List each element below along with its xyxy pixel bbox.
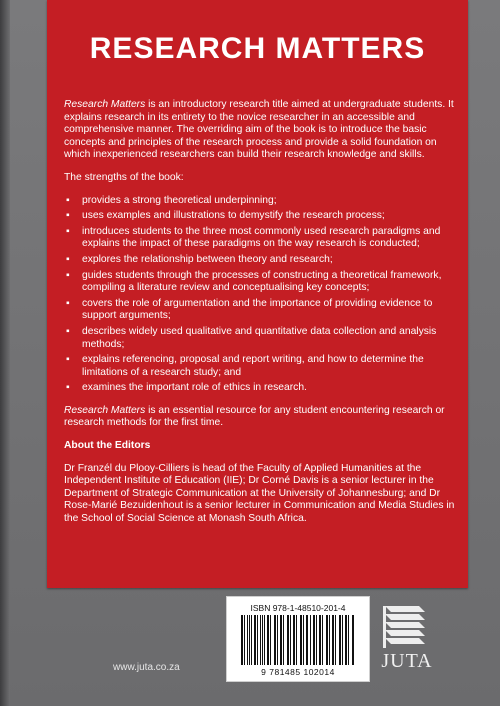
- strength-text: explores the relationship between theory and research;: [82, 253, 333, 265]
- barcode: [241, 615, 355, 665]
- bullet-icon: ▪: [66, 354, 70, 366]
- barcode-number: 9 781485 102014: [261, 667, 335, 677]
- strengths-list: [64, 195, 456, 395]
- intro-book-name: Research Matters: [64, 99, 146, 110]
- strength-text: covers the role of argumentation and the importance of providing evidence to support arguments;: [82, 297, 433, 322]
- strength-item: [64, 210, 456, 223]
- about-editors-text: Dr Franzél du Plooy-Cilliers is head of the Faculty of Applied Humanities at the Independent Institute of Education (IIE); Dr Corné Davis is a senior lecturer in the Department of Strategic Communication at the University of Johannesburg; and Dr Rose-Marié Bezuidenhout is a senior lecturer in Communication and Media Studies in the School of Social Science at Monash South Africa.: [64, 462, 455, 525]
- bullet-icon: ▪: [66, 225, 70, 237]
- bullet-icon: ▪: [66, 269, 70, 281]
- barcode-box: [226, 596, 370, 682]
- strength-item: [64, 254, 456, 267]
- strength-item: [64, 226, 456, 251]
- isbn-label: ISBN 978-1-48510-201-4: [250, 603, 346, 613]
- strength-text: provides a strong theoretical underpinning;: [82, 194, 277, 206]
- bullet-icon: ▪: [66, 297, 70, 309]
- bullet-icon: ▪: [66, 325, 70, 337]
- closing-book-name: Research Matters: [64, 404, 146, 416]
- intro-text: is an introductory research title aimed at undergraduate students. It explains research in its entirety to the novice researcher in an accessible and comprehensive manner. The overriding aim of the book is to introduce the basic concepts and principles of the research process and provide a solid foundation on which inexperienced researchers can build their research knowledge and skills.: [64, 99, 454, 161]
- strength-item: [64, 195, 456, 208]
- strengths-heading: The strengths of the book:: [64, 171, 184, 183]
- strength-text: explains referencing, proposal and report writing, and how to determine the limitations of a research study; and: [82, 354, 424, 378]
- book-spine-edge: [0, 0, 10, 706]
- intro-paragraph: [64, 99, 456, 162]
- strength-text: uses examples and illustrations to demystify the research process;: [82, 210, 385, 222]
- closing-text: is an essential resource for any student encountering research or research methods for the first time.: [64, 404, 445, 429]
- strength-text: introduces students to the three most commonly used research paradigms and explains the impact of these paradigms on the way research is conducted;: [82, 225, 441, 250]
- bullet-icon: ▪: [66, 253, 70, 265]
- strength-text: examines the important role of ethics in research.: [82, 382, 307, 394]
- strength-text: guides students through the processes of constructing a theoretical framework, compiling a literature review and conceptualising key concepts;: [82, 269, 442, 294]
- strength-item: [64, 354, 456, 379]
- strength-text: describes widely used qualitative and quantitative data collection and analysis methods;: [82, 325, 437, 350]
- about-editors-heading: About the Editors: [64, 440, 151, 452]
- blurb-content: [64, 99, 456, 536]
- bullet-icon: ▪: [66, 194, 70, 206]
- bullet-icon: ▪: [66, 382, 70, 394]
- strength-item: [64, 382, 456, 395]
- book-title: RESEARCH MATTERS: [89, 32, 426, 65]
- strength-item: [64, 326, 456, 351]
- red-text-panel: [47, 0, 468, 588]
- bullet-icon: ▪: [66, 210, 70, 222]
- strength-item: [64, 270, 456, 295]
- publisher-name: JUTA: [381, 650, 433, 672]
- publisher-website: www.juta.co.za: [113, 662, 180, 673]
- closing-paragraph: [64, 405, 456, 430]
- strength-item: [64, 298, 456, 323]
